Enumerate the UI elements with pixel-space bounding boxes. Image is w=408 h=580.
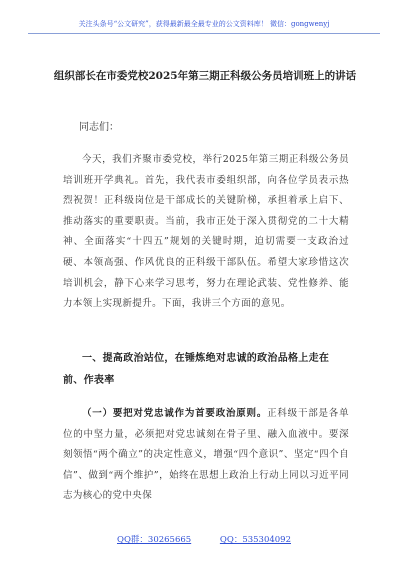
salutation: 同志们：: [79, 122, 119, 133]
contact-footer: [0, 532, 408, 548]
subsection-heading-1: （一）要把对党忠诚作为首要政治原则。: [82, 408, 268, 419]
section-heading-1: 一、提高政治站位，在锤炼绝对忠诚的政治品格上走在前、作表率: [63, 353, 330, 386]
body-paragraph-2-text: 正科级干部是各单位的中坚力量，必须把对党忠诚刻在骨子里、融入血液中。要深刻领悟“两个确立”的决定性意义，增强“四个意识”、坚定“四个自信”、做到“两个维护”，始终在思想上政治上行动上同以习近平同志为核心的党中央保: [63, 408, 349, 502]
promo-header-text: 关注头条号“公文研究”，获得最新最全最专业的公文资料库！ 微信：gongwenyj: [78, 20, 330, 28]
qq-contact-link[interactable]: QQ：535304092: [219, 535, 291, 545]
body-paragraph-2: [63, 404, 349, 507]
document-title: 组织部长在市委党校2025年第三期正科级公务员培训班上的讲话: [53, 70, 357, 82]
body-paragraph-1: 今天，我们齐聚市委党校，举行2025年第三期正科级公务员培训班开学典礼。首先，我代表市委组织部，向各位学员表示热烈祝贺！正科级岗位是干部成长的关键阶梯，承担着承上启下、推动落实的重要职责。当前，我市正处于深入贯彻党的二十大精神、全面落实“十四五”规划的关键时期，迫切需要一支政治过硬、本领高强、作风优良的正科级干部队伍。希望大家珍惜这次培训机会，静下心来学习思考，努力在理论武装、党性修养、能力本领上实现新提升。下面，我讲三个方面的意见。: [63, 154, 349, 310]
header-divider: [28, 33, 380, 34]
qq-group-link[interactable]: QQ群：30265665: [116, 535, 192, 545]
promo-header: [0, 0, 408, 38]
